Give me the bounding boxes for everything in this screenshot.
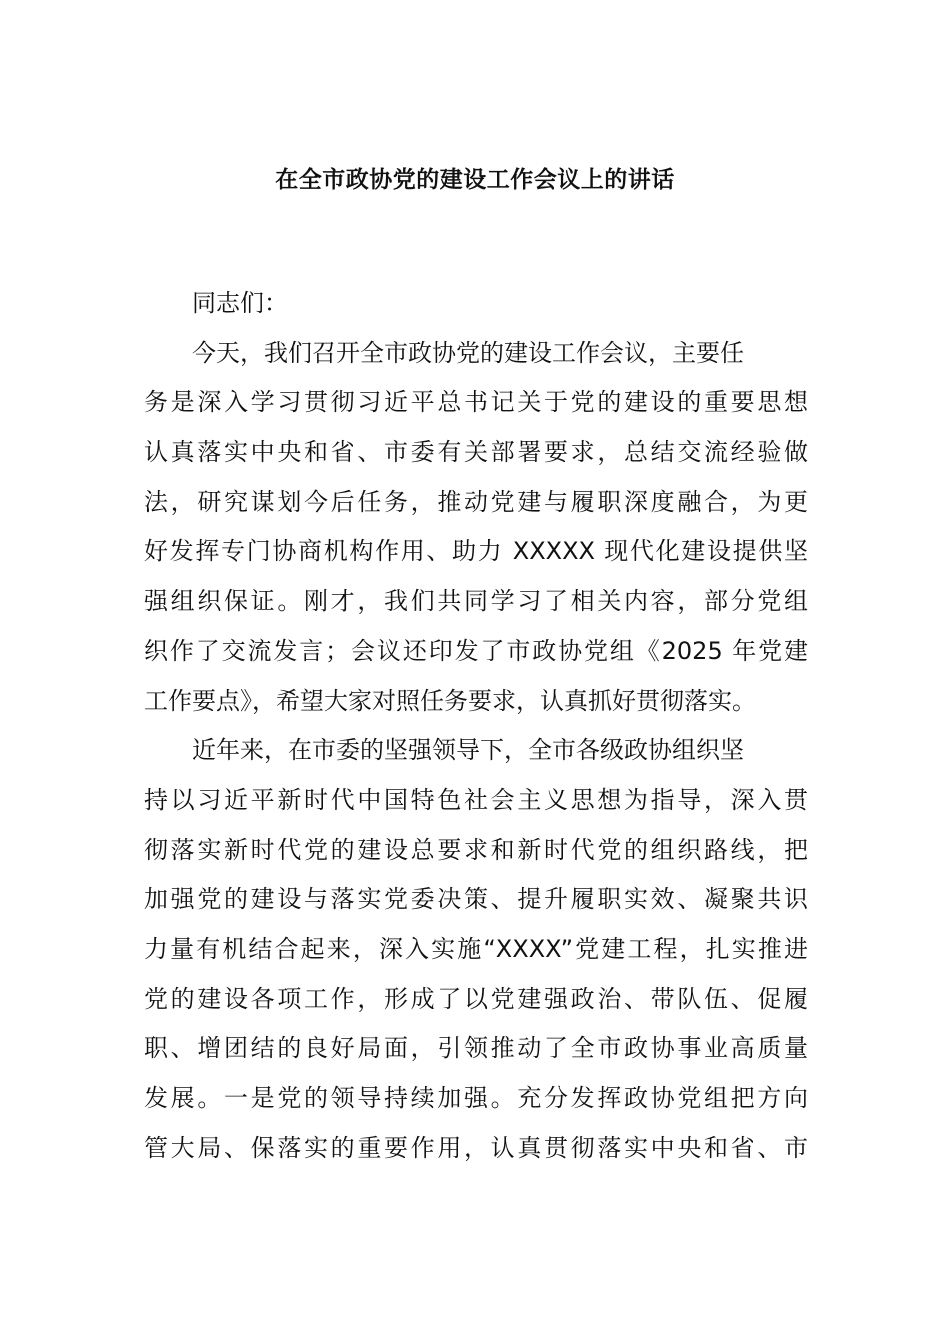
- paragraph-line: 力量有机结合起来，深入实施“XXXX”党建工程，扎实推进: [144, 934, 808, 963]
- paragraph-line: 织作了交流发言；会议还印发了市政协党组《2025 年党建: [144, 636, 808, 665]
- paragraph-line: 今天，我们召开全市政协党的建设工作会议，主要任: [192, 338, 744, 367]
- paragraph-line: 持以习近平新时代中国特色社会主义思想为指导，深入贯: [144, 785, 808, 814]
- paragraph-line: 管大局、保落实的重要作用，认真贯彻落实中央和省、市: [144, 1133, 808, 1162]
- paragraph-line: 近年来，在市委的坚强领导下，全市各级政协组织坚: [192, 736, 744, 765]
- paragraph-line: 认真落实中央和省、市委有关部署要求，总结交流经验做: [144, 438, 808, 467]
- paragraph-line: 发展。一是党的领导持续加强。充分发挥政协党组把方向: [144, 1084, 808, 1112]
- paragraph-line: 职、增团结的良好局面，引领推动了全市政协事业高质量: [144, 1034, 808, 1063]
- paragraph-line: 彻落实新时代党的建设总要求和新时代党的组织路线，把: [144, 835, 808, 864]
- salutation-line: 同志们：: [192, 289, 288, 317]
- document-body: [144, 279, 808, 1173]
- document-title: 在全市政协党的建设工作会议上的讲话: [275, 167, 675, 193]
- paragraph-line: 好发挥专门协商机构作用、助力 XXXXX 现代化建设提供坚: [144, 537, 808, 566]
- paragraph-line: 加强党的建设与落实党委决策、提升履职实效、凝聚共识: [144, 885, 808, 914]
- paragraph-line: 法，研究谋划今后任务，推动党建与履职深度融合，为更: [144, 487, 808, 516]
- paragraph-line: 强组织保证。刚才，我们共同学习了相关内容，部分党组: [144, 587, 808, 616]
- paragraph-line: 工作要点》，希望大家对照任务要求，认真抓好贯彻落实。: [144, 686, 756, 715]
- paragraph-line: 党的建设各项工作，形成了以党建强政治、带队伍、促履: [144, 984, 808, 1013]
- paragraph-line: 务是深入学习贯彻习近平总书记关于党的建设的重要思想: [144, 388, 808, 417]
